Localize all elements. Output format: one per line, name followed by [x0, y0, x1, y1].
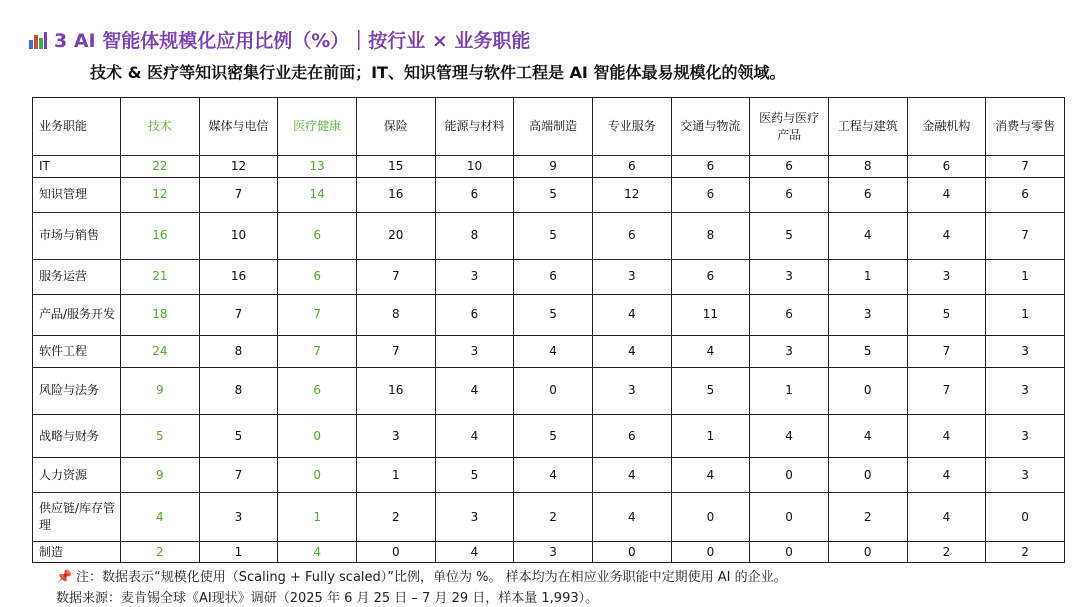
table-cell: 6: [592, 212, 671, 259]
table-cell: 4: [828, 212, 907, 259]
table-cell: 4: [907, 493, 986, 542]
table-cell: 7: [278, 294, 357, 335]
table-cell: 7: [199, 458, 278, 493]
column-header: 媒体与电信: [199, 98, 278, 156]
table-cell: 7: [986, 156, 1065, 178]
table-row: [33, 493, 1065, 542]
column-header-function: 业务职能: [33, 98, 121, 156]
table-cell: 3: [592, 259, 671, 294]
table-cell: 3: [828, 294, 907, 335]
table-cell: 4: [435, 414, 514, 457]
table-cell: 4: [671, 458, 750, 493]
table-cell: 1: [828, 259, 907, 294]
table-cell: 2: [907, 542, 986, 563]
bar-chart-icon: [28, 30, 48, 50]
table-cell: 2: [514, 493, 593, 542]
table-body: [33, 156, 1065, 563]
table-cell: 0: [828, 367, 907, 414]
table-cell: 8: [356, 294, 435, 335]
table-cell: 2: [828, 493, 907, 542]
table-row: [33, 335, 1065, 367]
table-cell: 4: [750, 414, 829, 457]
page-title-text: 3 AI 智能体规模化应用比例（%）｜按行业 × 业务职能: [54, 30, 531, 52]
table-cell: 7: [907, 367, 986, 414]
table-cell: 16: [356, 367, 435, 414]
table-cell: 24: [121, 335, 200, 367]
table-cell: 3: [199, 493, 278, 542]
table-cell: 6: [671, 177, 750, 212]
table-cell: 4: [435, 542, 514, 563]
table-cell: 6: [592, 414, 671, 457]
row-label: 服务运营: [33, 259, 121, 294]
table-cell: 5: [828, 335, 907, 367]
row-label: 产品/服务开发: [33, 294, 121, 335]
table-cell: 0: [514, 367, 593, 414]
table-cell: 6: [278, 367, 357, 414]
table-cell: 1: [750, 367, 829, 414]
table-cell: 12: [121, 177, 200, 212]
table-cell: 0: [671, 542, 750, 563]
table-cell: 4: [828, 414, 907, 457]
table-cell: 6: [750, 294, 829, 335]
table-cell: 3: [907, 259, 986, 294]
table-cell: 16: [356, 177, 435, 212]
table-cell: 4: [907, 212, 986, 259]
table-cell: 3: [750, 259, 829, 294]
table-cell: 8: [828, 156, 907, 178]
table-cell: 3: [986, 335, 1065, 367]
table-cell: 2: [986, 542, 1065, 563]
column-header: 金融机构: [907, 98, 986, 156]
table-cell: 6: [907, 156, 986, 178]
table-cell: 6: [592, 156, 671, 178]
table-cell: 11: [671, 294, 750, 335]
table-cell: 5: [121, 414, 200, 457]
table-cell: 1: [671, 414, 750, 457]
column-header: 专业服务: [592, 98, 671, 156]
table-cell: 7: [356, 335, 435, 367]
table-cell: 4: [121, 493, 200, 542]
table-cell: 6: [986, 177, 1065, 212]
table-cell: 0: [750, 542, 829, 563]
column-header: 能源与材料: [435, 98, 514, 156]
table-cell: 5: [514, 414, 593, 457]
table-cell: 3: [435, 493, 514, 542]
column-header: 医药与医疗产品: [750, 98, 829, 156]
table-row: [33, 414, 1065, 457]
table-cell: 0: [750, 458, 829, 493]
table-cell: 5: [514, 212, 593, 259]
table-cell: 5: [671, 367, 750, 414]
table-cell: 4: [514, 335, 593, 367]
page-subtitle: 技术 & 医疗等知识密集行业走在前面；IT、知识管理与软件工程是 AI 智能体最易规模化的领域。: [90, 63, 786, 82]
table-cell: 7: [356, 259, 435, 294]
table-cell: 6: [671, 156, 750, 178]
table-row: [33, 294, 1065, 335]
table-cell: 0: [671, 493, 750, 542]
table-cell: 21: [121, 259, 200, 294]
row-label: IT: [33, 156, 121, 178]
data-table-container: [32, 97, 1065, 563]
page-title: [28, 26, 530, 53]
table-cell: 2: [121, 542, 200, 563]
row-label: 供应链/库存管理: [33, 493, 121, 542]
table-cell: 1: [278, 493, 357, 542]
data-source: 数据来源：麦肯锡全球《AI现状》调研（2025 年 6 月 25 日 – 7 月 29 日，样本量 1,993）。: [56, 591, 599, 606]
row-label: 软件工程: [33, 335, 121, 367]
table-cell: 2: [356, 493, 435, 542]
table-cell: 9: [514, 156, 593, 178]
table-cell: 8: [199, 335, 278, 367]
table-cell: 3: [356, 414, 435, 457]
table-cell: 6: [750, 156, 829, 178]
table-cell: 15: [356, 156, 435, 178]
table-cell: 5: [199, 414, 278, 457]
table-cell: 4: [907, 414, 986, 457]
table-cell: 13: [278, 156, 357, 178]
table-cell: 10: [435, 156, 514, 178]
table-cell: 1: [986, 259, 1065, 294]
column-header: 技术: [121, 98, 200, 156]
column-header: 高端制造: [514, 98, 593, 156]
table-cell: 10: [199, 212, 278, 259]
table-cell: 3: [435, 335, 514, 367]
column-header: 保险: [356, 98, 435, 156]
column-header: 工程与建筑: [828, 98, 907, 156]
table-cell: 6: [828, 177, 907, 212]
table-cell: 7: [986, 212, 1065, 259]
table-cell: 8: [671, 212, 750, 259]
row-label: 战略与财务: [33, 414, 121, 457]
table-cell: 4: [592, 294, 671, 335]
table-cell: 6: [514, 259, 593, 294]
table-row: [33, 367, 1065, 414]
table-row: [33, 542, 1065, 563]
table-cell: 3: [592, 367, 671, 414]
table-cell: 0: [750, 493, 829, 542]
table-cell: 20: [356, 212, 435, 259]
table-cell: 12: [592, 177, 671, 212]
table-cell: 6: [278, 259, 357, 294]
table-cell: 0: [828, 542, 907, 563]
table-cell: 7: [199, 294, 278, 335]
table-cell: 12: [199, 156, 278, 178]
table-cell: 16: [121, 212, 200, 259]
table-cell: 5: [907, 294, 986, 335]
table-cell: 1: [986, 294, 1065, 335]
table-cell: 7: [199, 177, 278, 212]
table-cell: 4: [435, 367, 514, 414]
column-header: 交通与物流: [671, 98, 750, 156]
table-cell: 14: [278, 177, 357, 212]
table-cell: 8: [435, 212, 514, 259]
table-cell: 0: [278, 458, 357, 493]
table-cell: 16: [199, 259, 278, 294]
table-cell: 0: [592, 542, 671, 563]
table-cell: 7: [278, 335, 357, 367]
table-cell: 0: [356, 542, 435, 563]
table-cell: 4: [671, 335, 750, 367]
table-cell: 1: [199, 542, 278, 563]
table-cell: 22: [121, 156, 200, 178]
column-header: 消费与零售: [986, 98, 1065, 156]
table-cell: 4: [592, 335, 671, 367]
table-row: [33, 259, 1065, 294]
table-cell: 3: [750, 335, 829, 367]
table-cell: 4: [278, 542, 357, 563]
table-cell: 5: [514, 294, 593, 335]
pushpin-icon: 📌: [56, 570, 73, 585]
table-cell: 6: [278, 212, 357, 259]
table-cell: 5: [750, 212, 829, 259]
table-header-row: [33, 98, 1065, 156]
footnote-text: 注：数据表示“规模化使用（Scaling + Fully scaled）”比例，单位为 %。 样本均为在相应业务职能中定期使用 AI 的企业。: [76, 570, 787, 585]
table-row: [33, 177, 1065, 212]
table-cell: 6: [750, 177, 829, 212]
table-cell: 18: [121, 294, 200, 335]
table-row: [33, 458, 1065, 493]
table-cell: 4: [592, 458, 671, 493]
table-cell: 9: [121, 458, 200, 493]
row-label: 制造: [33, 542, 121, 563]
table-cell: 6: [435, 294, 514, 335]
row-label: 人力资源: [33, 458, 121, 493]
table-cell: 3: [986, 458, 1065, 493]
table-cell: 0: [278, 414, 357, 457]
table-cell: 5: [435, 458, 514, 493]
data-table: [32, 97, 1065, 563]
table-cell: 0: [986, 493, 1065, 542]
table-cell: 9: [121, 367, 200, 414]
table-row: [33, 156, 1065, 178]
table-cell: 6: [435, 177, 514, 212]
table-cell: 3: [986, 367, 1065, 414]
table-cell: 3: [514, 542, 593, 563]
table-cell: 1: [356, 458, 435, 493]
table-cell: 3: [986, 414, 1065, 457]
table-cell: 4: [907, 458, 986, 493]
table-cell: 6: [671, 259, 750, 294]
footnote: [56, 566, 787, 585]
table-cell: 4: [907, 177, 986, 212]
table-cell: 8: [199, 367, 278, 414]
table-cell: 5: [514, 177, 593, 212]
table-cell: 0: [828, 458, 907, 493]
table-cell: 4: [592, 493, 671, 542]
row-label: 市场与销售: [33, 212, 121, 259]
row-label: 知识管理: [33, 177, 121, 212]
column-header: 医疗健康: [278, 98, 357, 156]
table-cell: 3: [435, 259, 514, 294]
row-label: 风险与法务: [33, 367, 121, 414]
table-cell: 7: [907, 335, 986, 367]
table-cell: 4: [514, 458, 593, 493]
table-row: [33, 212, 1065, 259]
